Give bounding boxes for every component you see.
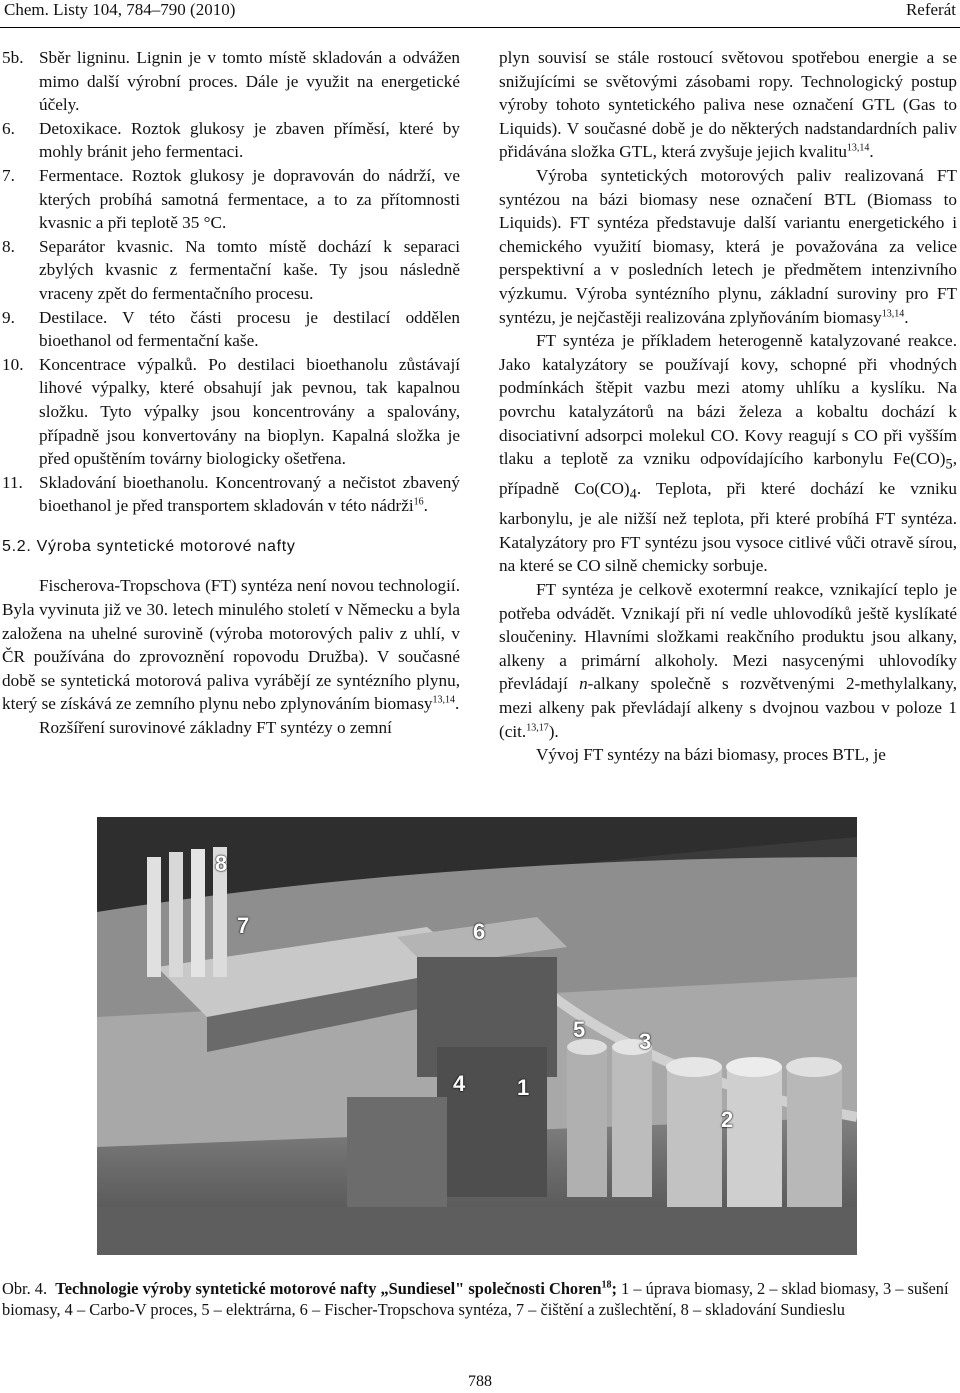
page-number: 788	[468, 1373, 492, 1390]
paragraph: Vývoj FT syntézy na bázi biomasy, proces BTL, je	[536, 745, 886, 765]
figure-label: 3	[639, 1029, 652, 1054]
plant-aerial-photo	[97, 817, 857, 1255]
right-column	[499, 46, 957, 767]
figure-label: 5	[573, 1017, 586, 1042]
header-rule	[0, 27, 960, 28]
figure-label: 1	[517, 1075, 530, 1100]
list-item: 10. Koncentrace výpalků. Po destilaci bioethanolu zůstávají lihové výpalky, které obsahují jak pevnou, tak kapalnou složku. Tyto výpalky jsou koncentrovány a spalovány, případně jsou konvertovány na bioplyn. Kapalná složka je před opuštěním továrny biologicky ošetřena.	[2, 354, 460, 469]
section-heading: 5.2. Výroba syntetické motorové nafty	[2, 537, 296, 555]
list-item: 5b. Sběr ligninu. Lignin je v tomto místě skladován a odvážen mimo další výrobní proces. Dále je využit na energetické účely.	[2, 48, 460, 115]
figure-label: 6	[473, 919, 486, 944]
figure-label: 8	[215, 851, 228, 876]
list-item: 7. Fermentace. Roztok glukosy je dopravován do nádrží, ve kterých probíhá samotná fermentace, a to za přítomnosti kvasnic a při teplotě 35 °C.	[2, 165, 460, 233]
paragraph: Fischerova-Tropschova (FT) syntéza není novou technologií. Byla vyvinuta již ve 30. letech minulého století v Německu a byla založena na uhelné surovině (výroba motorových paliv z uhlí, v ČR používána do zprovoznění ropovodu Družba). V současné době se syntetická motorová paliva vyrábějí ze syntézního plynu, který se získává ze zemního plynu nebo zplynováním biomasy$^{13,14}$.	[2, 576, 460, 714]
paragraph: Výroba syntetických motorových paliv realizovaná FT syntézou na bázi biomasy nese označení BTL (Biomass to Liquids). FT syntéza představuje další variantu energetického i chemického využití biomasy, která je považována za velice perspektivní a v posledních letech je předmětem intenzivního výzkumu. Výroba syntézního plynu, základní suroviny pro FT syntézu, je nejčastěji realizována zplyňováním biomasy$^{13,14}$.	[499, 165, 957, 327]
journal-citation: Chem. Listy 104, 784–790 (2010)	[4, 0, 236, 19]
paragraph: Rozšíření surovinové základny FT syntézy o zemní	[39, 718, 392, 738]
list-item: 8. Separátor kvasnic. Na tomto místě dochází k separaci zbylých kvasnic z fermentační kaše. Ty jsou následně vraceny zpět do fermentačního procesu.	[2, 236, 460, 303]
figure-label: 4	[453, 1071, 466, 1096]
paragraph: plyn souvisí se stále rostoucí světovou spotřebou energie a se snižujícími se světovými zásobami ropy. Technologický postup výroby tohoto syntetického paliva nese označení GTL (Gas to Liquids). V současné době je do některých nadstandardních paliv přidávána složka GTL, která zvyšuje jejich kvalitu$^{13,14}$.	[499, 48, 957, 162]
left-column	[2, 46, 460, 740]
paragraph: FT syntéza je celkově exotermní reakce, vznikající teplo je potřeba odvádět. Vznikají při ní vedle uhlovodíků ještě kyslíkaté sloučeniny. Hlavními složkami reakčního produktu jsou alkany, alkeny a primární alkoholy. Mezi nasycenými uhlovodíky převládají n-alkany společně s rozvětvenými 2-methylalkany, mezi alkeny pak převládají alkeny s dvojnou vazbou v poloze 1 (cit.$^{13,17}$).	[499, 579, 957, 741]
figure-caption: Obr. 4. Technologie výroby syntetické motorové nafty „Sundiesel" společnosti Choren$^{18}$; 1 – úprava biomasy, 2 – sklad biomasy, 3 – sušení biomasy, 4 – Carbo-V proces, 5 – elektrárna, 6 – Fischer-Tropschova syntéza, 7 – čištění a zušlechtění, 8 – skladování Sundieslu	[2, 1279, 949, 1319]
paragraph: FT syntéza je příkladem heterogenně katalyzované reakce. Jako katalyzátory se používají kovy, schopné při vhodných podmínkách štěpit vazbu mezi atomy uhlíku a kyslíku. Na povrchu katalyzátorů na bázi železa a kobaltu dochází k disociativní adsorpci molekul CO. Kovy reagují s CO při vyšším tlaku a teplotě za vzniku odpovídajícího karbonylu $Fe(CO)_5$, případně $Co(CO)_4$. Teplota, při které dochází ke vzniku karbonylu, je ale nižší než teplota, při které probíhá FT syntéza. Katalyzátory pro FT syntézu jsou vysoce citlivé vůči otravě sírou, na které se CO silně chemicky sorbuje.	[499, 331, 957, 576]
photo-illustration	[97, 817, 857, 1255]
list-item: 9. Destilace. V této části procesu je destilací oddělen bioethanol od fermentační kaše.	[2, 307, 460, 351]
list-item: 11. Skladování bioethanolu. Koncentrovaný a nečistot zbavený bioethanol je před transportem skladován v této nádrži$^{16}$.	[2, 472, 460, 516]
list-item: 6. Detoxikace. Roztok glukosy je zbaven příměsí, které by mohly bránit jeho fermentaci.	[2, 118, 460, 162]
figure-label: 7	[237, 913, 250, 938]
figure-label: 2	[721, 1107, 734, 1132]
article-type: Referát	[905, 0, 956, 19]
running-header	[0, 0, 960, 30]
